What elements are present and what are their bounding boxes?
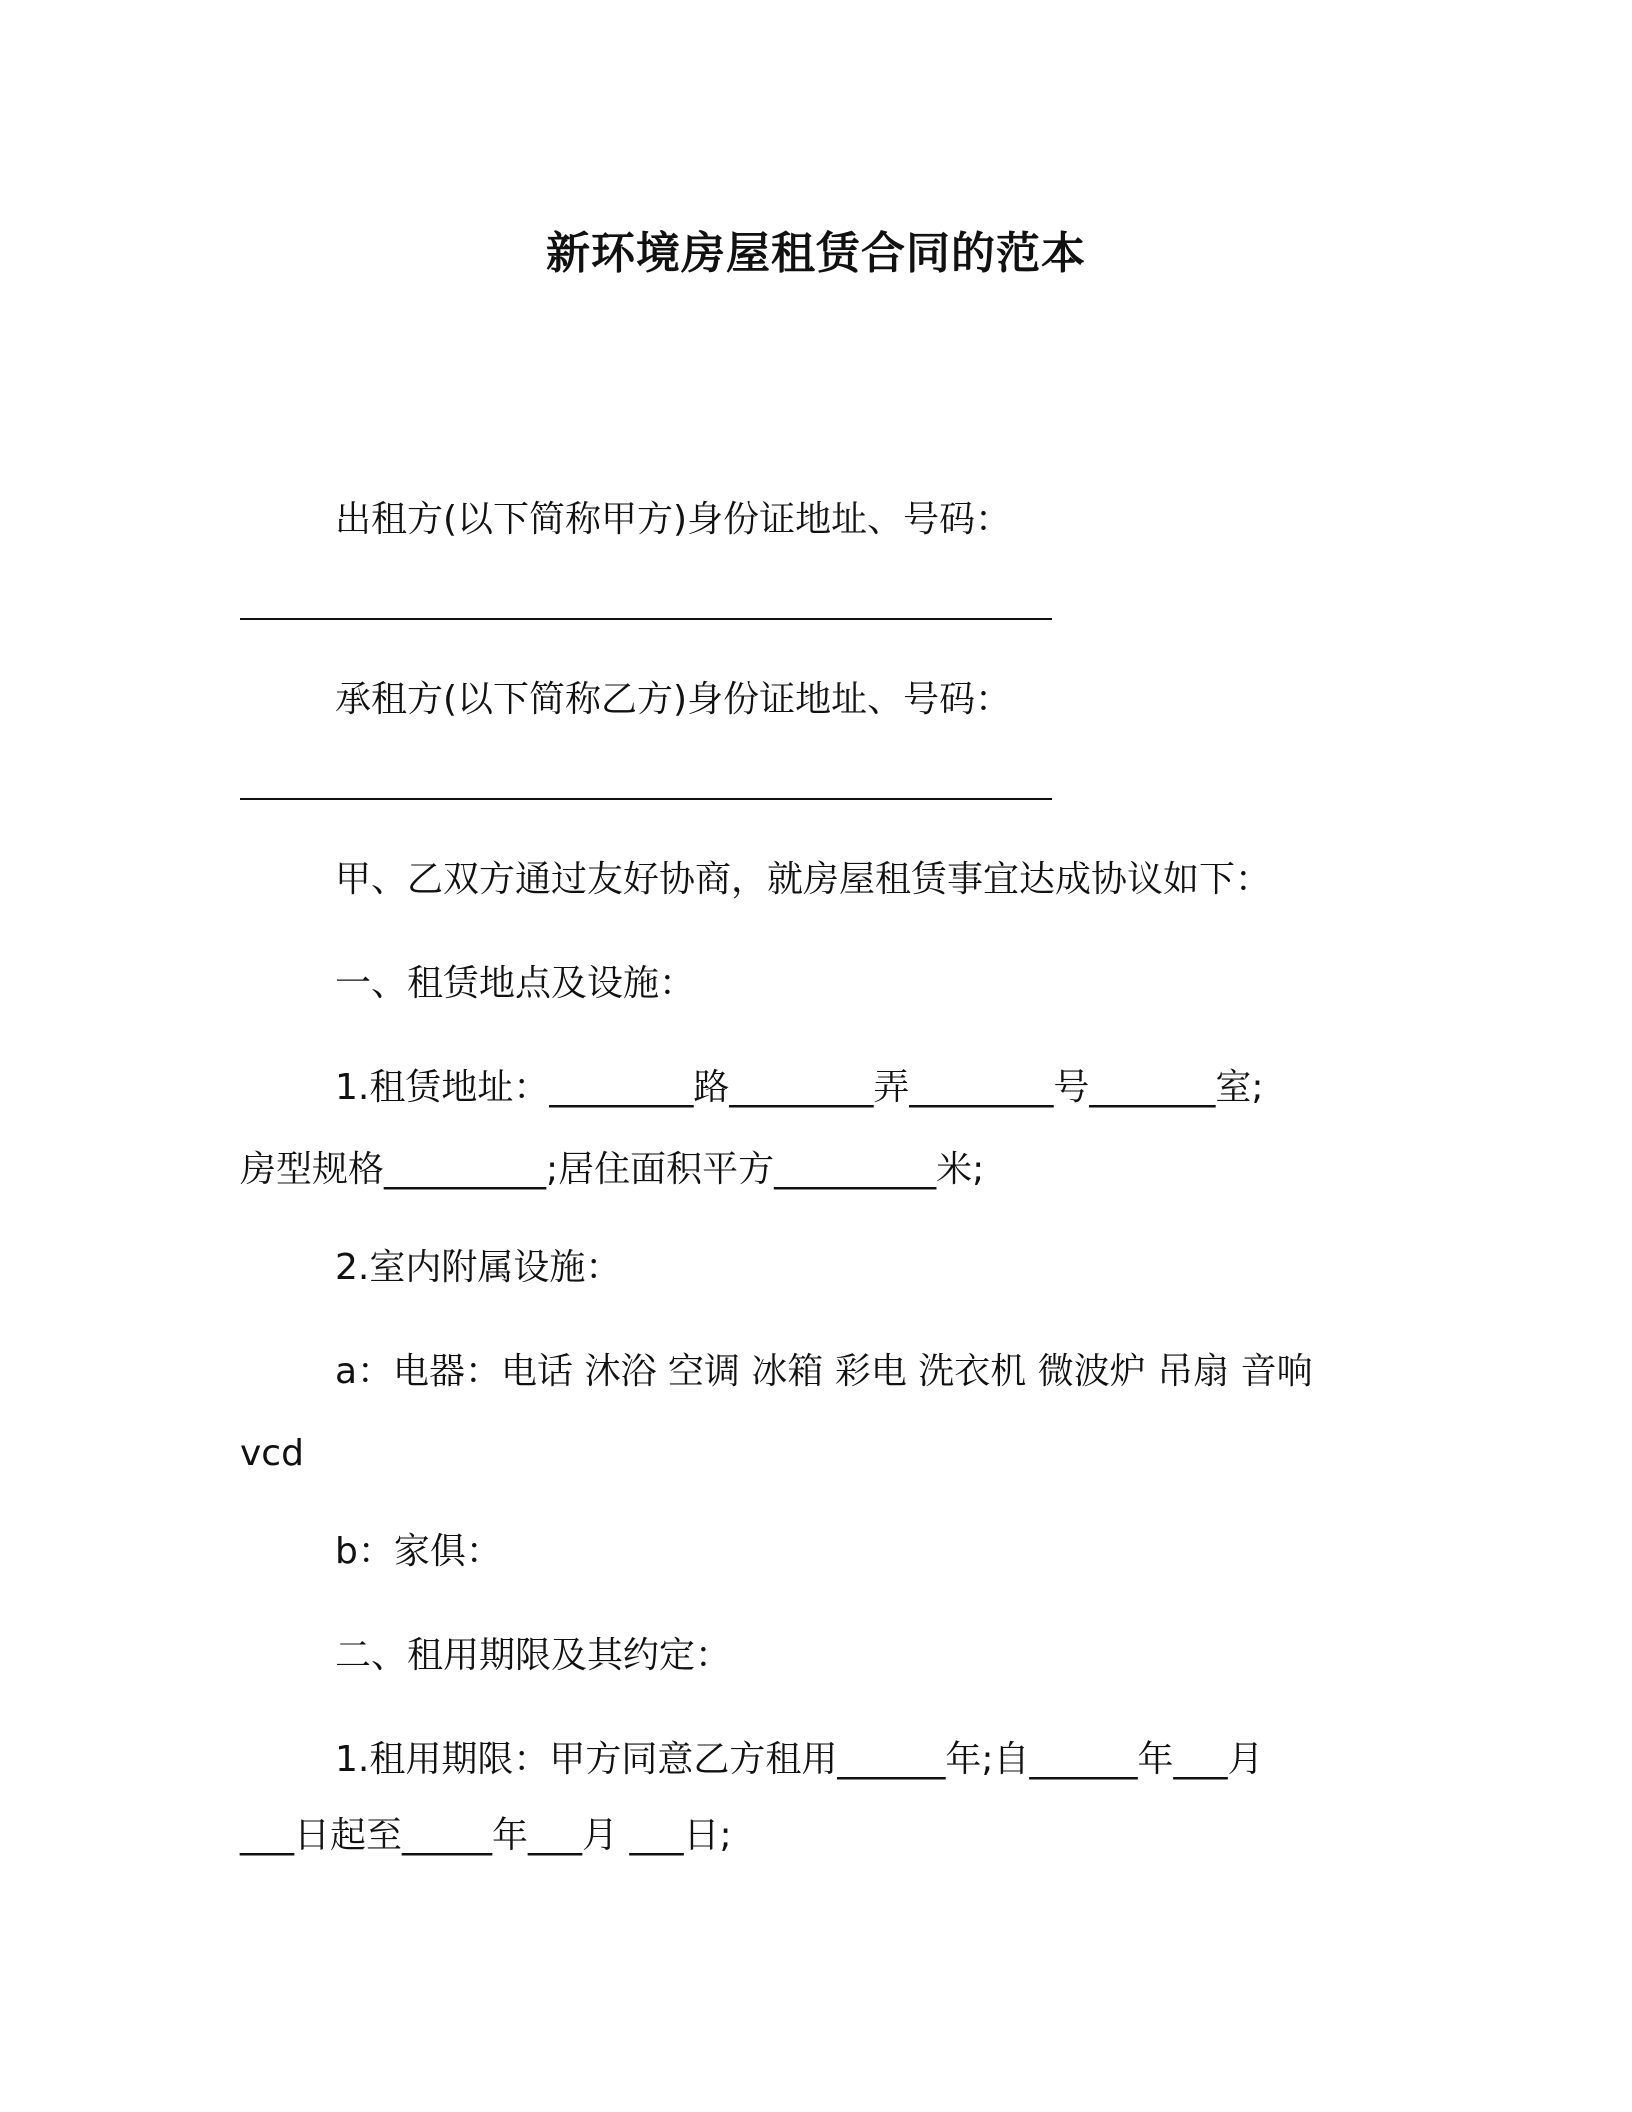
appliances-line-continued: vcd xyxy=(240,1433,304,1474)
furniture-line: b：家俱： xyxy=(335,1531,502,1572)
section-1-heading: 一、租赁地点及设施： xyxy=(335,963,696,1004)
document-title: 新环境房屋租赁合同的范本 xyxy=(546,228,1086,279)
lease-term-line: 1.租用期限：甲方同意乙方租用______年;自______年___月 xyxy=(335,1739,1264,1780)
lessor-blank-underline xyxy=(240,618,1052,620)
room-spec-line: 房型规格_________;居住面积平方_________米; xyxy=(240,1149,985,1190)
rental-address-line: 1.租赁地址：________路________弄________号_______室; xyxy=(335,1067,1264,1108)
facilities-heading: 2.室内附属设施： xyxy=(335,1247,622,1288)
lease-term-line-continued: ___日起至_____年___月 ___日; xyxy=(240,1815,732,1856)
lessee-id-line: 承租方(以下简称乙方)身份证地址、号码： xyxy=(335,679,1012,720)
agreement-intro: 甲、乙双方通过友好协商，就房屋租赁事宜达成协议如下： xyxy=(335,859,1272,900)
lessor-id-line: 出租方(以下简称甲方)身份证地址、号码： xyxy=(335,499,1012,540)
lessee-blank-underline xyxy=(240,798,1052,800)
section-2-heading: 二、租用期限及其约定： xyxy=(335,1635,732,1676)
appliances-line: a：电器：电话 沐浴 空调 冰箱 彩电 洗衣机 微波炉 吊扇 音响 xyxy=(335,1351,1313,1392)
